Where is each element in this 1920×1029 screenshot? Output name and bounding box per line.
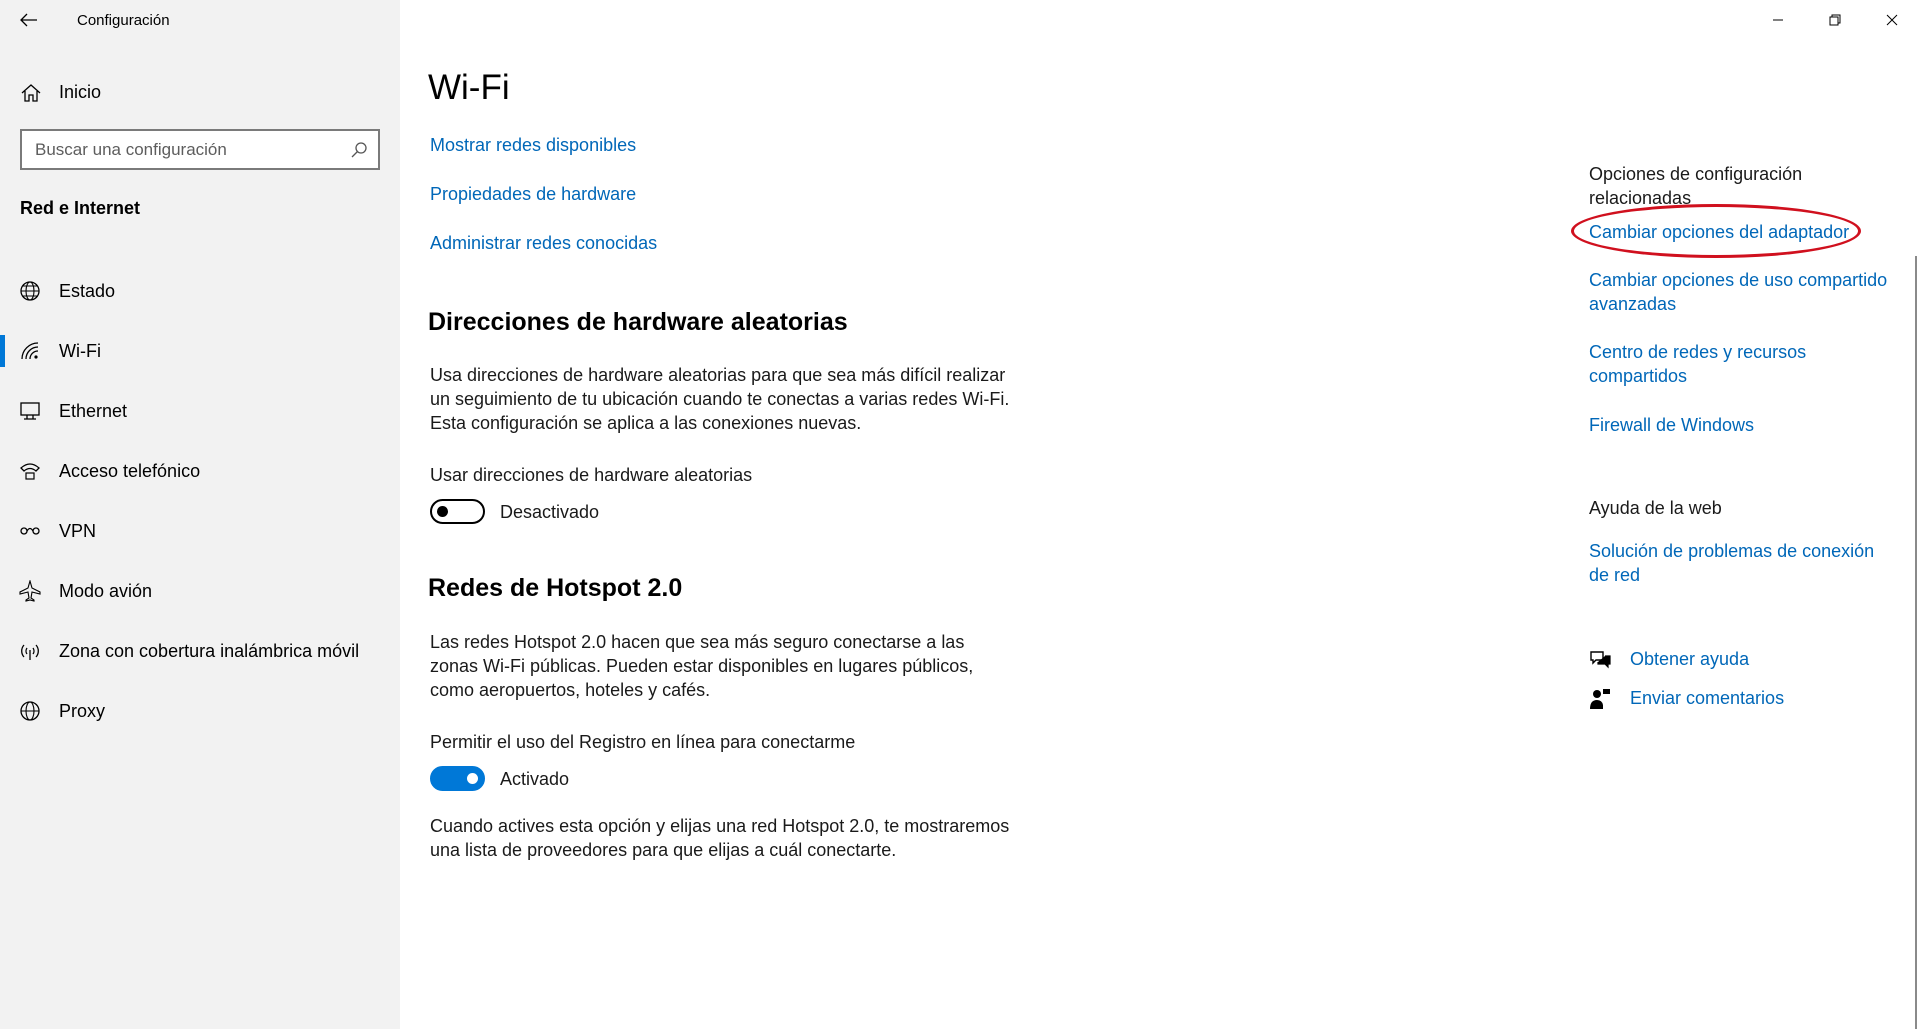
airplane-icon [19, 580, 41, 602]
sidebar-item-label: Acceso telefónico [59, 461, 201, 481]
get-help-row[interactable] [1589, 647, 1889, 673]
related-settings-pane [1589, 0, 1889, 1029]
sidebar-item-label: Zona con cobertura inalámbrica móvil [59, 641, 360, 661]
hotspot-icon [19, 640, 41, 662]
random-hw-toggle[interactable] [430, 499, 485, 524]
search-input[interactable] [35, 140, 335, 160]
random-hw-heading: Direcciones de hardware aleatorias [428, 308, 848, 336]
sidebar-item-wifi[interactable] [0, 321, 400, 381]
sidebar [0, 0, 400, 1029]
feedback-row[interactable] [1589, 686, 1889, 712]
sidebar-item-label: Modo avión [59, 581, 153, 601]
toggle-knob [467, 773, 478, 784]
globe-icon [19, 700, 41, 722]
globe-status-icon [19, 280, 41, 302]
back-button[interactable] [14, 6, 44, 34]
troubleshoot-link[interactable]: Solución de problemas de conexión de red [1589, 541, 1875, 585]
wifi-icon [19, 340, 41, 362]
hotspot-toggle-state: Activado [500, 769, 570, 789]
hotspot-note: Cuando actives esta opción y elijas una red Hotspot 2.0, te mostraremos una lista de proveedores para que elijas a cuál conectarte. [430, 816, 1010, 860]
sidebar-item-estado[interactable] [0, 261, 400, 321]
sidebar-item-label: Ethernet [59, 401, 128, 421]
sidebar-item-label: Estado [59, 281, 116, 301]
sidebar-item-home[interactable] [0, 72, 400, 112]
sidebar-nav [0, 261, 400, 741]
scrollbar[interactable] [1915, 256, 1917, 1029]
vpn-icon [19, 520, 41, 542]
windows-firewall-link[interactable]: Firewall de Windows [1589, 415, 1755, 435]
ethernet-icon [19, 400, 41, 422]
network-center-link[interactable]: Centro de redes y recursos compartidos [1589, 342, 1807, 386]
hardware-properties-link[interactable]: Propiedades de hardware [430, 184, 637, 204]
main-content [428, 0, 1528, 1029]
sidebar-item-vpn[interactable] [0, 501, 400, 561]
random-hw-description: Usa direcciones de hardware aleatorias para que sea más difícil realizar un seguimiento de tu ubicación cuando te conectas a varias redes Wi-Fi. Esta configuración se aplica a las conexiones nuevas. [430, 365, 1010, 433]
sidebar-item-proxy[interactable] [0, 681, 400, 741]
sidebar-item-label: Wi-Fi [59, 341, 101, 361]
manage-known-networks-link[interactable]: Administrar redes conocidas [430, 233, 658, 253]
get-help-link[interactable]: Obtener ayuda [1630, 649, 1750, 669]
sidebar-item-label: VPN [59, 521, 97, 541]
random-hw-toggle-label: Usar direcciones de hardware aleatorias [430, 465, 753, 485]
back-arrow-icon [20, 13, 38, 27]
related-settings-heading: Opciones de configuración relacionadas [1589, 164, 1803, 208]
search-icon[interactable] [350, 141, 368, 159]
dialup-icon [19, 460, 41, 482]
chat-help-icon [1589, 649, 1611, 671]
sidebar-item-modo-avion[interactable] [0, 561, 400, 621]
toggle-knob [437, 506, 448, 517]
feedback-link[interactable]: Enviar comentarios [1630, 688, 1785, 708]
sidebar-item-zona-cobertura[interactable] [0, 621, 400, 681]
change-adapter-options-link[interactable]: Cambiar opciones del adaptador [1589, 222, 1850, 242]
section-title: Red e Internet [20, 198, 141, 218]
title-bar [0, 0, 400, 40]
hotspot-description: Las redes Hotspot 2.0 hacen que sea más seguro conectarse a las zonas Wi-Fi públicas. Pueden estar disponibles en lugares públicos, como aeropuertos, hoteles y cafés. [430, 632, 974, 700]
hotspot-heading: Redes de Hotspot 2.0 [428, 574, 683, 602]
sidebar-item-label: Proxy [59, 701, 106, 721]
home-icon [20, 82, 42, 104]
app-title: Configuración [77, 12, 170, 29]
hotspot-toggle[interactable] [430, 766, 485, 791]
advanced-sharing-link[interactable]: Cambiar opciones de uso compartido avanzadas [1589, 270, 1888, 314]
web-help-heading: Ayuda de la web [1589, 498, 1722, 518]
search-box [20, 129, 380, 170]
sidebar-item-label: Inicio [59, 82, 102, 102]
sidebar-item-acceso-telefonico[interactable] [0, 441, 400, 501]
sidebar-item-ethernet[interactable] [0, 381, 400, 441]
page-title: Wi-Fi [428, 68, 510, 107]
random-hw-toggle-state: Desactivado [500, 502, 600, 522]
feedback-icon [1589, 688, 1611, 710]
show-networks-link[interactable]: Mostrar redes disponibles [430, 135, 637, 155]
hotspot-toggle-label: Permitir el uso del Registro en línea para conectarme [430, 732, 856, 752]
